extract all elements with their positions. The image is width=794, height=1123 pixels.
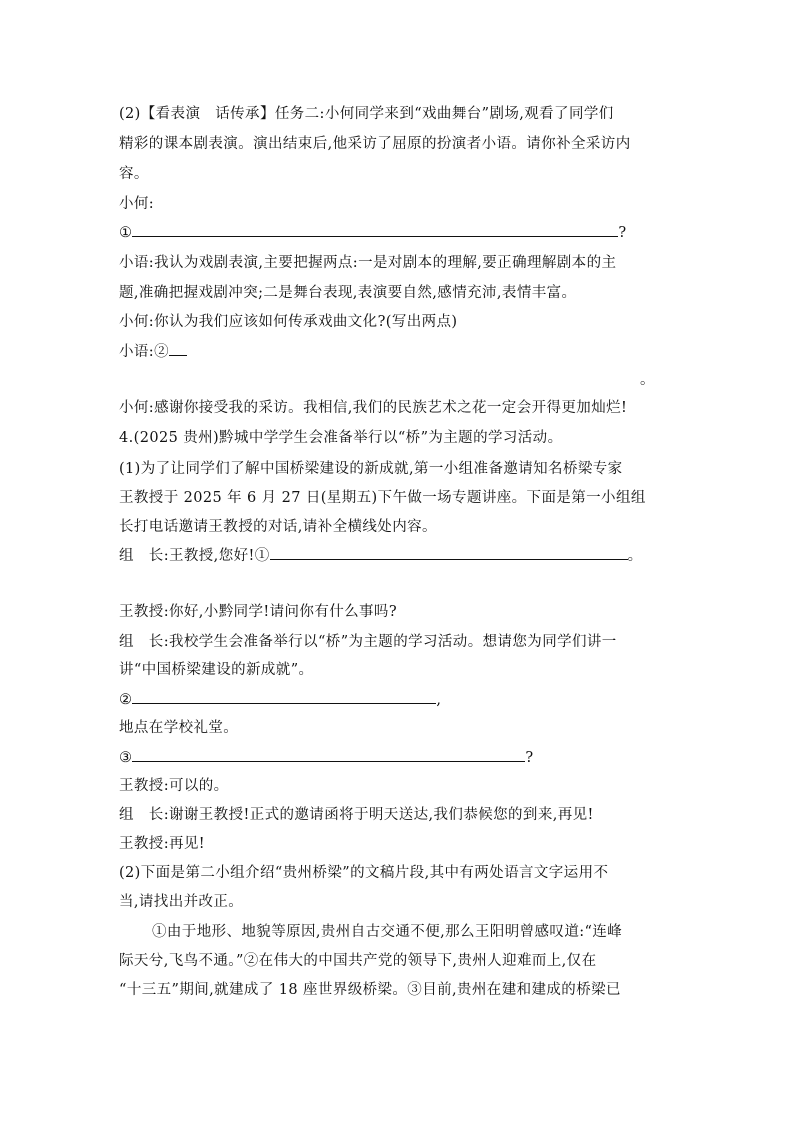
q4-part2-line1: (2)下面是第二小组介绍“贵州桥梁”的文稿片段,其中有两处语言文字运用不 [119, 865, 609, 881]
leader-thanks: 组 长:谢谢王教授!正式的邀请函将于明天送达,我们恭候您的到来,再见! [119, 807, 594, 823]
answer-blank-q4-3[interactable] [132, 747, 525, 762]
speaker-xiaoyu-blank: 小语:② [119, 344, 169, 360]
blank-q4-3-end: ? [525, 750, 534, 766]
passage-line2: 际天兮,飞鸟不通。”②在伟大的中国共产党的领导下,贵州人迎难而上,仅在 [119, 953, 597, 969]
q4-part1-line3: 长打电话邀请王教授的对话,请补全横线处内容。 [119, 519, 437, 535]
leader-greeting-line [119, 545, 643, 566]
blank-marker-q4-2: ② [119, 692, 133, 708]
leader-greeting: 组 长:王教授,您好!① [119, 548, 270, 564]
location-line: 地点在学校礼堂。 [119, 720, 239, 736]
task2-intro-line1: (2)【看表演 话传承】任务二:小何同学来到“戏曲舞台”剧场,观看了同学们 [119, 106, 614, 122]
professor-reply-1: 王教授:你好,小黔同学!请问你有什么事吗? [119, 604, 397, 620]
passage-line3: “十三五”期间,就建成了 18 座世界级桥梁。③目前,贵州在建和建成的桥梁已 [119, 982, 621, 998]
answer-blank-q4-2[interactable] [132, 689, 436, 704]
xiaohe-thanks: 小何:感谢你接受我的采访。我相信,我们的民族艺术之花一定会开得更加灿烂! [119, 400, 628, 416]
task2-intro-line3: 容。 [119, 166, 149, 182]
xiaoyu-answer-line1: 小语:我认为戏剧表演,主要把握两点:一是对剧本的理解,要正确理解剧本的主 [119, 255, 617, 271]
answer-blank-1-line [119, 222, 627, 243]
answer-blank-2-line [119, 341, 187, 362]
question-4-header: 4.(2025 贵州)黔城中学学生会准备举行以“桥”为主题的学习活动。 [119, 430, 563, 446]
blank-2-end: 。 [640, 372, 655, 388]
q4-part1-line2: 王教授于 2025 年 6 月 27 日(星期五)下午做一场专题讲座。下面是第一小组组 [119, 490, 646, 506]
answer-blank-q4-3-line [119, 747, 534, 768]
speaker-xiaohe: 小何: [119, 196, 155, 212]
blank-q4-2-end: , [436, 692, 442, 708]
greeting-end: 。 [627, 548, 643, 564]
leader-request-line1: 组 长:我校学生会准备举行以“桥”为主题的学习活动。想请您为同学们讲一 [119, 634, 617, 650]
task2-intro-line2: 精彩的课本剧表演。演出结束后,他采访了屈原的扮演者小语。请你补全采访内 [119, 136, 631, 152]
leader-request-line2: 讲“中国桥梁建设的新成就”。 [119, 662, 314, 678]
xiaoyu-answer-line2: 题,准确把握戏剧冲突;二是舞台表现,表演要自然,感情充沛,表情丰富。 [119, 285, 577, 301]
q4-part1-line1: (1)为了让同学们了解中国桥梁建设的新成就,第一小组准备邀请知名桥梁专家 [119, 461, 623, 477]
professor-reply-2: 王教授:可以的。 [119, 778, 229, 794]
answer-blank-q4-1[interactable] [270, 545, 628, 560]
professor-goodbye: 王教授:再见! [119, 836, 206, 852]
answer-blank-2[interactable] [169, 341, 187, 356]
passage-line1: ①由于地形、地貌等原因,贵州自古交通不便,那么王阳明曾感叹道:“连峰 [152, 924, 623, 940]
q4-part2-line2: 当,请找出并改正。 [119, 894, 244, 910]
blank-1-end: ? [618, 225, 627, 241]
answer-blank-1[interactable] [132, 222, 618, 237]
blank-marker-1: ① [119, 225, 133, 241]
blank-marker-q4-3: ③ [119, 750, 133, 766]
xiaohe-question: 小何:你认为我们应该如何传承戏曲文化?(写出两点) [119, 314, 458, 330]
answer-blank-q4-2-line [119, 689, 441, 710]
